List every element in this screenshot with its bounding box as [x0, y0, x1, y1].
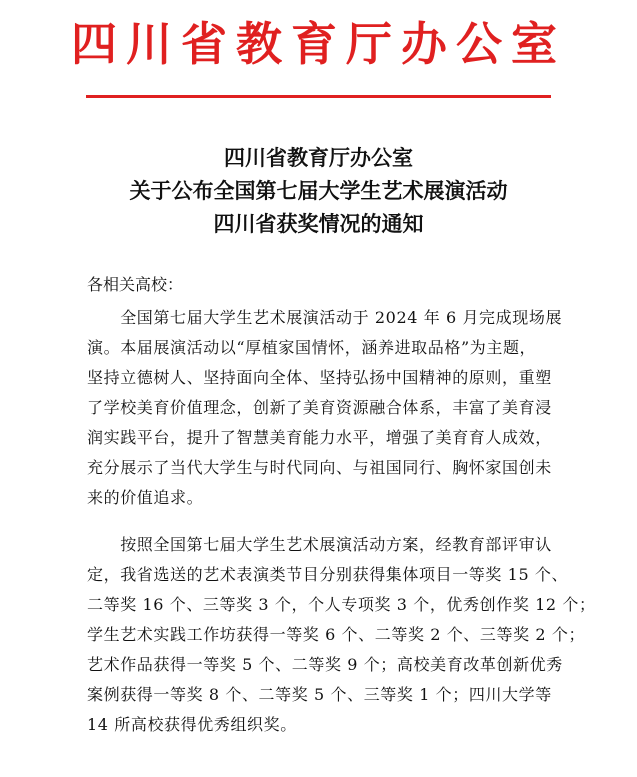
paragraph-line: 润实践平台，提升了智慧美育能力水平，增强了美育育人成效， — [87, 428, 552, 447]
paragraph-line: 坚持立德树人、坚持面向全体、坚持弘扬中国精神的原则，重塑 — [87, 368, 552, 387]
paragraph-line: 案例获得一等奖 8 个、二等奖 5 个、三等奖 1 个；四川大学等 — [87, 685, 552, 704]
paragraph-line: 全国第七届大学生艺术展演活动于 2024 年 6 月完成现场展 — [87, 308, 563, 327]
paragraph-line: 14 所高校获得优秀组织奖。 — [87, 715, 297, 734]
notice-title-line-3: 四川省获奖情况的通知 — [213, 211, 424, 236]
paragraph-line: 了学校美育价值理念，创新了美育资源融合体系，丰富了美育浸 — [87, 398, 552, 417]
notice-title-line-1: 四川省教育厅办公室 — [224, 145, 413, 170]
paragraph-line: 二等奖 16 个、三等奖 3 个，个人专项奖 3 个，优秀创作奖 12 个； — [87, 595, 596, 614]
paragraph-line: 定，我省选送的艺术表演类节目分别获得集体项目一等奖 15 个、 — [87, 565, 569, 584]
letterhead-title: 四川省教育厅办公室 — [71, 17, 566, 71]
paragraph-awards — [87, 530, 596, 740]
salutation: 各相关高校： — [87, 275, 184, 294]
paragraph-line: 充分展示了当代大学生与时代同向、与祖国同行、胸怀家国创未 — [87, 458, 552, 477]
paragraph-line: 演。本届展演活动以“厚植家国情怀，涵养进取品格”为主题， — [87, 338, 537, 357]
notice-title-line-2: 关于公布全国第七届大学生艺术展演活动 — [129, 178, 508, 203]
notice-title — [0, 141, 637, 240]
paragraph-intro — [87, 303, 563, 513]
paragraph-line: 来的价值追求。 — [87, 488, 204, 507]
paragraph-line: 学生艺术实践工作坊获得一等奖 6 个、二等奖 2 个、三等奖 2 个； — [87, 625, 586, 644]
letterhead-red-rule — [86, 95, 551, 98]
paragraph-line: 按照全国第七届大学生艺术展演活动方案，经教育部评审认 — [87, 535, 552, 554]
paragraph-line: 艺术作品获得一等奖 5 个、二等奖 9 个；高校美育改革创新优秀 — [87, 655, 563, 674]
